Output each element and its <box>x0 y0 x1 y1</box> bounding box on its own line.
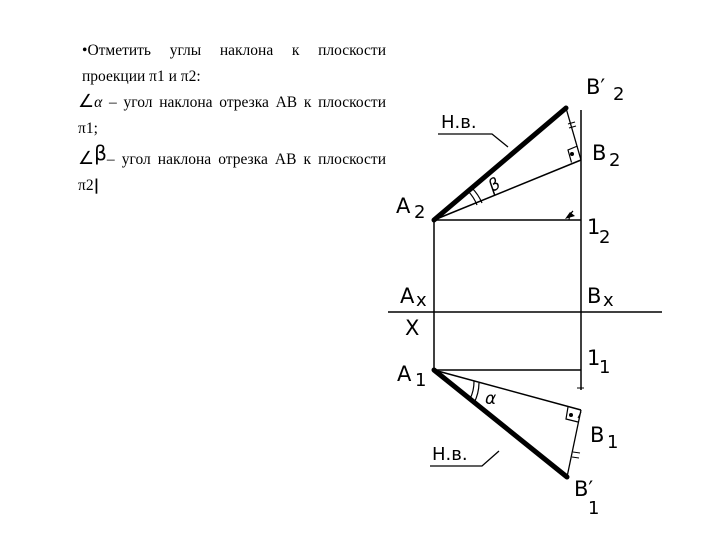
label-point-1-1-sub: 1 <box>599 357 611 378</box>
instruction-text: Отметить углы наклона к плоскости проекции π1 и π2: <box>82 42 386 85</box>
angle-mark-1-2 <box>565 212 575 219</box>
label-b2-prime: B′ <box>586 75 606 99</box>
segment-a2-b2 <box>434 160 581 220</box>
angle-icon: ∠ <box>78 91 95 112</box>
label-nv-bottom: Н.в. <box>432 444 468 465</box>
text-cursor: | <box>93 175 100 194</box>
label-nv-top: Н.в. <box>441 112 477 133</box>
label-alpha: α <box>485 389 497 409</box>
equal-tick-mark <box>569 126 576 128</box>
beta-angle-arc <box>472 188 482 203</box>
label-b1-prime: B′ <box>574 477 594 501</box>
label-a2: A <box>396 194 411 218</box>
alpha-symbol: α <box>94 94 103 111</box>
angle-icon: ∠ <box>78 148 95 169</box>
label-point-1-2-sub: 2 <box>599 227 611 248</box>
label-bx: B <box>587 284 602 308</box>
label-b1-prime-sub: 1 <box>588 498 600 519</box>
beta-definition-text: – угол наклона отрезка АВ к плоскости π2 <box>78 151 386 194</box>
label-b1: B <box>590 423 605 447</box>
equal-tick-mark <box>572 457 579 458</box>
label-b2-sub: 2 <box>609 150 621 171</box>
label-point-1-2: 1 <box>587 215 601 239</box>
label-a2-sub: 2 <box>414 202 426 223</box>
alpha-angle-arc <box>470 381 474 399</box>
beta-symbol: β <box>94 141 107 165</box>
label-b2-prime-sub: 2 <box>613 84 625 105</box>
label-a1: A <box>397 362 412 386</box>
label-b2: B <box>592 141 607 165</box>
label-point-1-1: 1 <box>587 346 601 370</box>
label-b1-sub: 1 <box>607 432 619 453</box>
label-a1-sub: 1 <box>415 370 427 391</box>
equal-tick-mark <box>568 122 575 124</box>
alpha-definition-text: – угол наклона отрезка АВ к плоскости π1; <box>78 94 386 137</box>
label-ax-sub: x <box>416 290 427 311</box>
nv-top-leader <box>438 134 508 147</box>
right-angle-dot <box>569 413 573 417</box>
label-beta: β <box>484 173 505 197</box>
right-angle-dot <box>570 152 574 156</box>
bullet-icon: • <box>82 42 88 59</box>
label-bx-sub: x <box>603 290 614 311</box>
equal-tick-mark <box>573 452 580 453</box>
label-x-axis: X <box>405 316 420 340</box>
label-ax: A <box>400 284 415 308</box>
